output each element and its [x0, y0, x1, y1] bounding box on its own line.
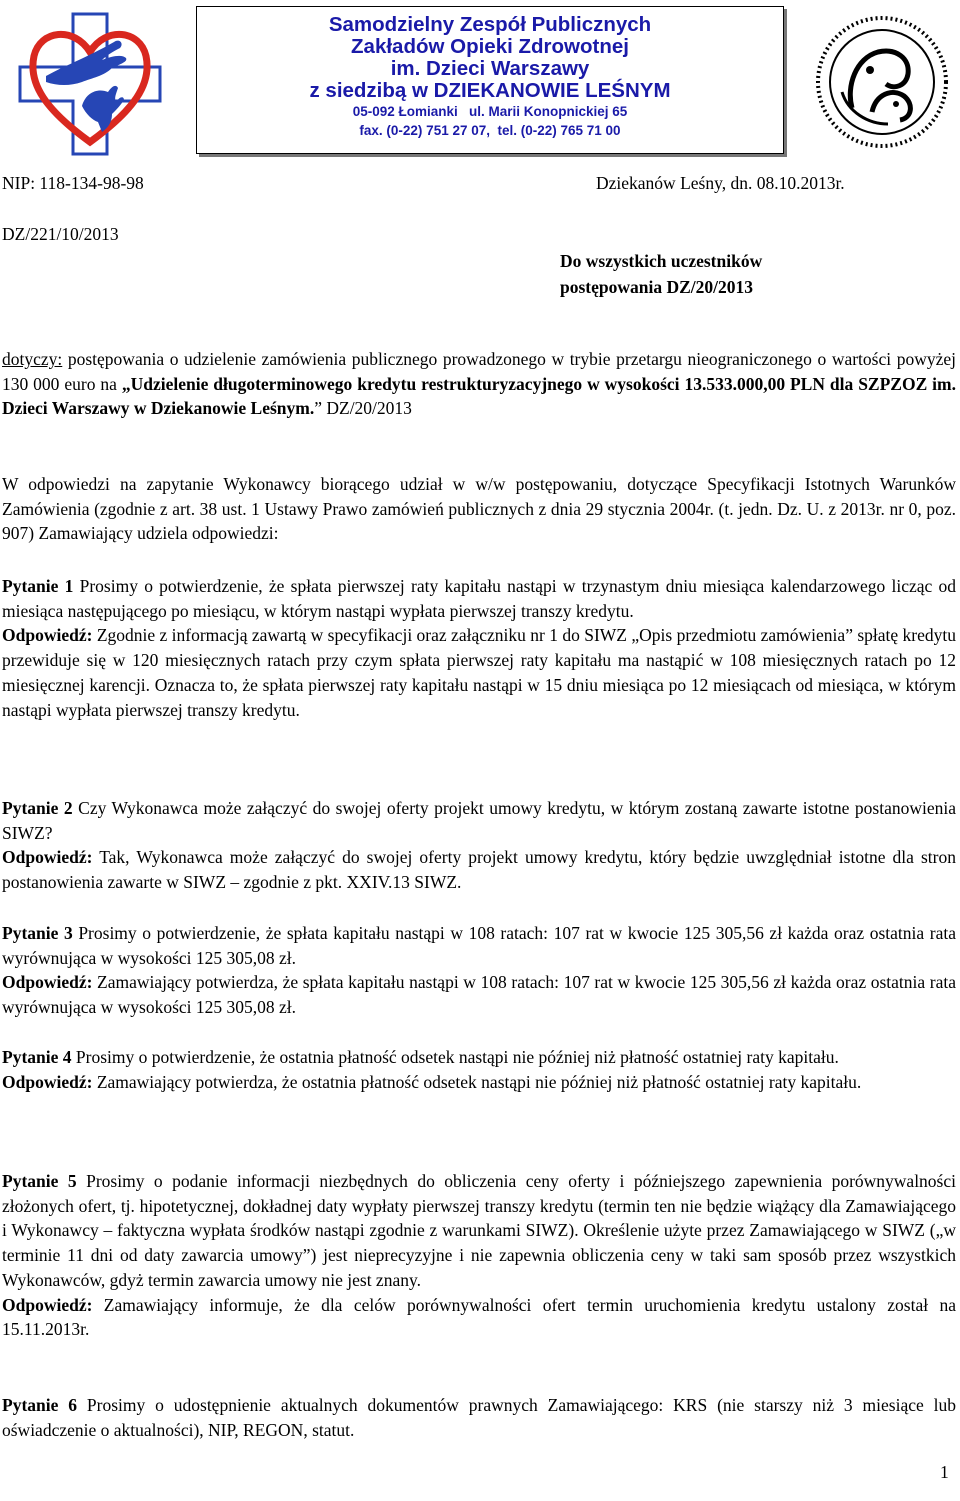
- question-label: Pytanie 6: [2, 1395, 78, 1415]
- answer-label: Odpowiedź:: [2, 1294, 93, 1315]
- answer-label: Odpowiedź:: [2, 1071, 93, 1092]
- header-line-2: Zakładów Opieki Zdrowotnej: [351, 35, 629, 58]
- subject-title: „Udzielenie długoterminowego kredytu restrukturyzacyjnego w wysokości 13.533.000,00 PLN dla SZPZOZ im. Dzieci Warszawy w Dziekanowie Leśnym.: [2, 373, 956, 419]
- hospital-logo-icon: [16, 10, 164, 158]
- answer-text: Zamawiający potwierdza, że ostatnia płatność odsetek nastąpi nie później niż płatność ostatniej raty kapitału.: [92, 1071, 862, 1092]
- header-line-4: z siedzibą w DZIEKANOWIE LEŚNYM: [309, 79, 671, 102]
- answer-label: Odpowiedź:: [2, 847, 93, 868]
- question-label: Pytanie 5: [2, 1171, 77, 1191]
- mother-and-child-logo-icon: [812, 12, 952, 152]
- place-date: Dziekanów Leśny, dn. 08.10.2013r.: [596, 173, 845, 193]
- qa-block-1: [2, 574, 956, 722]
- question-text: Prosimy o potwierdzenie, że ostatnia płatność odsetek nastąpi nie później niż płatność ostatniej raty kapitału.: [71, 1047, 839, 1067]
- intro-paragraph: [2, 472, 956, 546]
- institution-header: [196, 6, 784, 154]
- question-text: Prosimy o potwierdzenie, że spłata kapitału nastąpi w 108 ratach: 107 rat w kwocie 125 305,56 zł każda oraz ostatnia rata wyrównująca w wysokości 125 305,08 zł.: [2, 923, 956, 968]
- answer-text: Zgodnie z informacją zawartą w specyfikacji oraz załączniku nr 1 do SIWZ „Opis przedmiotu zamówienia” spłatę kredytu przewiduje się w 120 miesięcznych ratach przy czym spłata pierwszej raty kapitału ma nastąpić w 108 miesięcznych ratach po 12 miesięcznej karencji. Oznacza to, że spłata pierwszej raty kapitału nastąpi w 15 dniu miesiąca po 12 miesiącach od miesiąca, w którym nastąpi wypłata pierwszej transzy kredytu.: [2, 625, 956, 720]
- nip-number: NIP: 118-134-98-98: [2, 173, 144, 193]
- question-label: Pytanie 3: [2, 923, 73, 943]
- qa-block-2: [2, 796, 956, 895]
- addressee-line-1: Do wszystkich uczestników: [560, 251, 763, 271]
- reference-number: DZ/221/10/2013: [2, 224, 119, 244]
- qa-block-6: [2, 1393, 956, 1442]
- answer-text: Zamawiający potwierdza, że spłata kapitału nastąpi w 108 ratach: 107 rat w kwocie 125 305,56 zł każda oraz ostatnia rata wyrównująca w wysokości 125 305,08 zł.: [2, 972, 956, 1018]
- page-number: 1: [940, 1462, 949, 1482]
- answer-text: Zamawiający informuje, że dla celów porównywalności ofert termin uruchomienia kredytu ustalony został na 15.11.2013r.: [2, 1294, 956, 1340]
- intro-text: W odpowiedzi na zapytanie Wykonawcy biorącego udział w w/w postępowaniu, dotyczące Specyfikacji Istotnych Warunków Zamówienia (zgodnie z art. 38 ust. 1 Ustawy Prawo zamówień publicznych z dnia 29 stycznia 2004r. (t. jedn. Dz. U. z 2013r. nr 0, poz. 907) Zamawiający udziela odpowiedzi:: [2, 474, 956, 544]
- qa-block-5: [2, 1169, 956, 1342]
- header-contact: fax. (0-22) 751 27 07, tel. (0-22) 765 71 00: [359, 123, 621, 138]
- subject-paragraph: [2, 347, 956, 421]
- addressee-line-2: postępowania DZ/20/2013: [560, 277, 754, 297]
- addressee-block: [560, 248, 762, 300]
- subject-text-1: postępowania o udzielenie zamówienia publicznego prowadzonego w trybie przetargu nieograniczonego o wartości powyżej 130 000 euro na: [2, 349, 956, 394]
- subject-label: dotyczy:: [2, 349, 63, 369]
- header-line-3: im. Dzieci Warszawy: [390, 57, 590, 80]
- answer-label: Odpowiedź:: [2, 972, 93, 993]
- question-text: Prosimy o potwierdzenie, że spłata pierwszej raty kapitału nastąpi w trzynastym dniu miesiąca kalendarzowego licząc od miesiąca następującego po miesiącu, w którym nastąpi wypłata pierwszej transzy kredytu.: [2, 576, 956, 621]
- qa-block-4: [2, 1045, 956, 1094]
- question-text: Czy Wykonawca może załączyć do swojej oferty projekt umowy kredytu, w którym zostaną zawarte istotne postanowienia SIWZ?: [2, 798, 956, 843]
- question-text: Prosimy o podanie informacji niezbędnych do obliczenia ceny oferty i późniejszego zapewnienia porównywalności złożonych ofert, tj. hipotetycznej, dokładnej daty wypłaty pierwszej transzy kredytu (termin ten nie będzie wiążący dla Zamawiającego i Wykonawcy – faktyczna wypłata środków nastąpi zgodnie z warunkami SIWZ). Określenie użyte przez Zamawiającego w SIWZ („w terminie 11 dni od daty zawarcia umowy”) jest nieprecyzyjne i nie zapewnia obliczenia ceny w taki sam sposób przez wszystkich Wykonawców, gdyż termin zawarcia umowy nie jest znany.: [2, 1171, 957, 1290]
- subject-text-2: ” DZ/20/2013: [314, 398, 412, 419]
- qa-block-3: [2, 921, 956, 1020]
- header-line-1: Samodzielny Zespół Publicznych: [328, 13, 652, 36]
- question-label: Pytanie 2: [2, 798, 73, 818]
- question-text: Prosimy o udostępnienie aktualnych dokumentów prawnych Zamawiającego: KRS (nie starszy niż 3 miesiące lub oświadczenie o aktualności), NIP, REGON, statut.: [2, 1395, 956, 1440]
- question-label: Pytanie 1: [2, 576, 74, 596]
- answer-label: Odpowiedź:: [2, 625, 93, 646]
- header-address: 05-092 Łomianki ul. Marii Konopnickiej 65: [352, 104, 628, 119]
- answer-text: Tak, Wykonawca może załączyć do swojej oferty projekt umowy kredytu, który będzie uwzględniał istotne dla stron postanowienia zawarte w SIWZ – zgodnie z pkt. XXIV.13 SIWZ.: [2, 847, 956, 893]
- question-label: Pytanie 4: [2, 1047, 72, 1067]
